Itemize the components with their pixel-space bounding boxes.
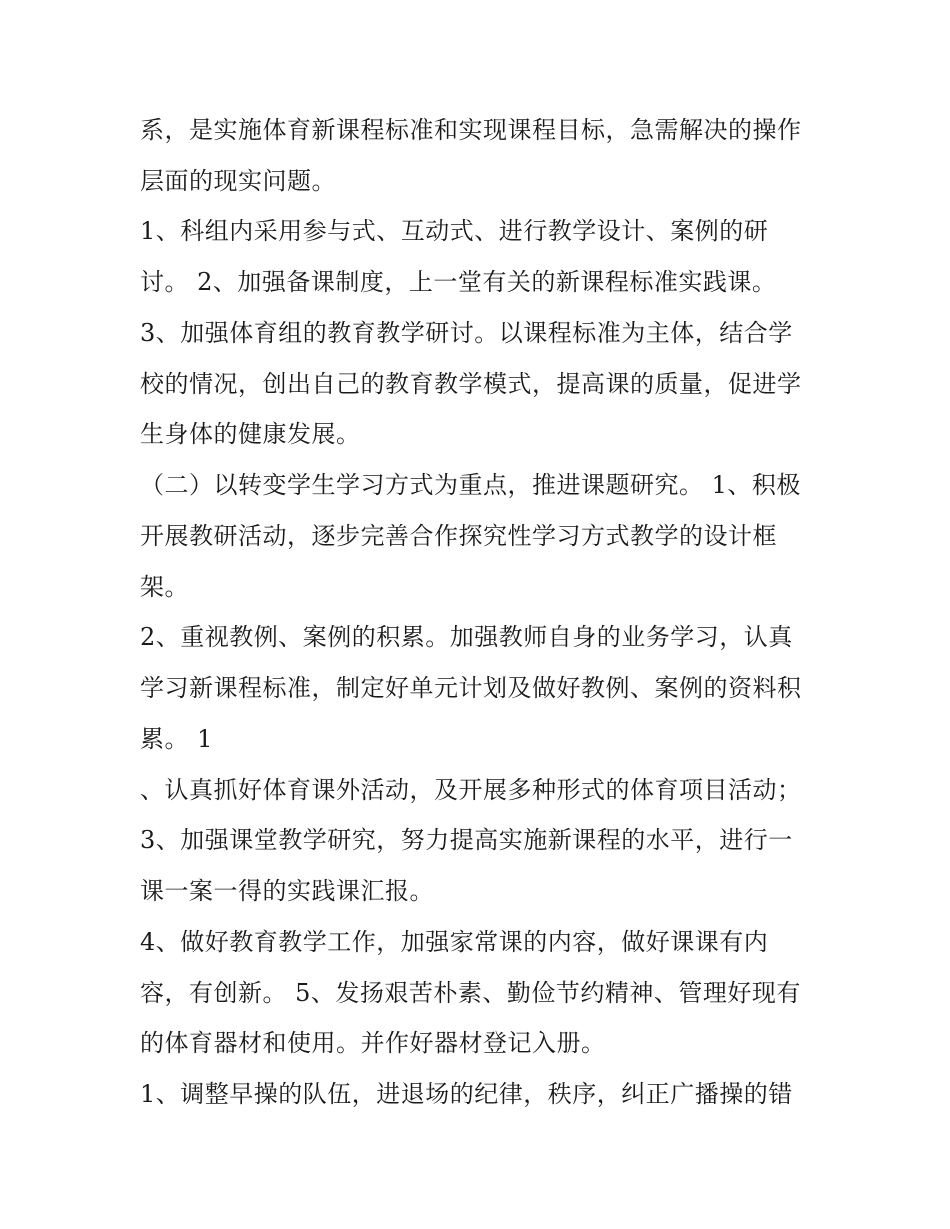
text-line-20: 1、调整早操的队伍，进退场的纪律，秩序，纠正广播操的错: [140, 1080, 793, 1108]
text-line-8: （二）以转变学生学习方式为重点，推进课题研究。 1、积极: [140, 471, 801, 499]
text-line-17: 4、做好教育教学工作，加强家常课的内容，做好课课有内: [140, 928, 769, 956]
text-line-11: 2、重视教例、案例的积累。加强教师自身的业务学习，认真: [140, 623, 793, 651]
text-line-16: 课一案一得的实践课汇报。: [140, 877, 434, 905]
text-line-4: 讨。 2、加强备课制度，上一堂有关的新课程标准实践课。: [140, 268, 777, 296]
text-line-3: 1、科组内采用参与式、互动式、进行教学设计、案例的研: [140, 217, 769, 245]
text-line-5: 3、加强体育组的教育教学研讨。以课程标准为主体，结合学: [140, 319, 793, 347]
text-line-9: 开展教研活动，逐步完善合作探究性学习方式教学的设计框: [140, 522, 777, 550]
text-line-19: 的体育器材和使用。并作好器材登记入册。: [140, 1029, 606, 1057]
text-line-14: 、认真抓好体育课外活动，及开展多种形式的体育项目活动；: [140, 776, 802, 804]
text-line-12: 学习新课程标准，制定好单元计划及做好教例、案例的资料积: [140, 674, 802, 702]
text-line-15: 3、加强课堂教学研究，努力提高实施新课程的水平，进行一: [140, 826, 793, 854]
text-line-6: 校的情况，创出自己的教育教学模式，提高课的质量，促进学: [140, 370, 802, 398]
text-line-1: 系，是实施体育新课程标准和实现课程目标，急需解决的操作: [140, 116, 802, 144]
text-line-13: 累。 1: [140, 725, 213, 753]
text-line-10: 架。: [140, 573, 189, 601]
text-line-7: 生身体的健康发展。: [140, 420, 361, 448]
text-line-2: 层面的现实问题。: [140, 167, 336, 195]
text-line-18: 容，有创新。 5、发扬艰苦朴素、勤俭节约精神、管理好现有: [140, 979, 801, 1007]
